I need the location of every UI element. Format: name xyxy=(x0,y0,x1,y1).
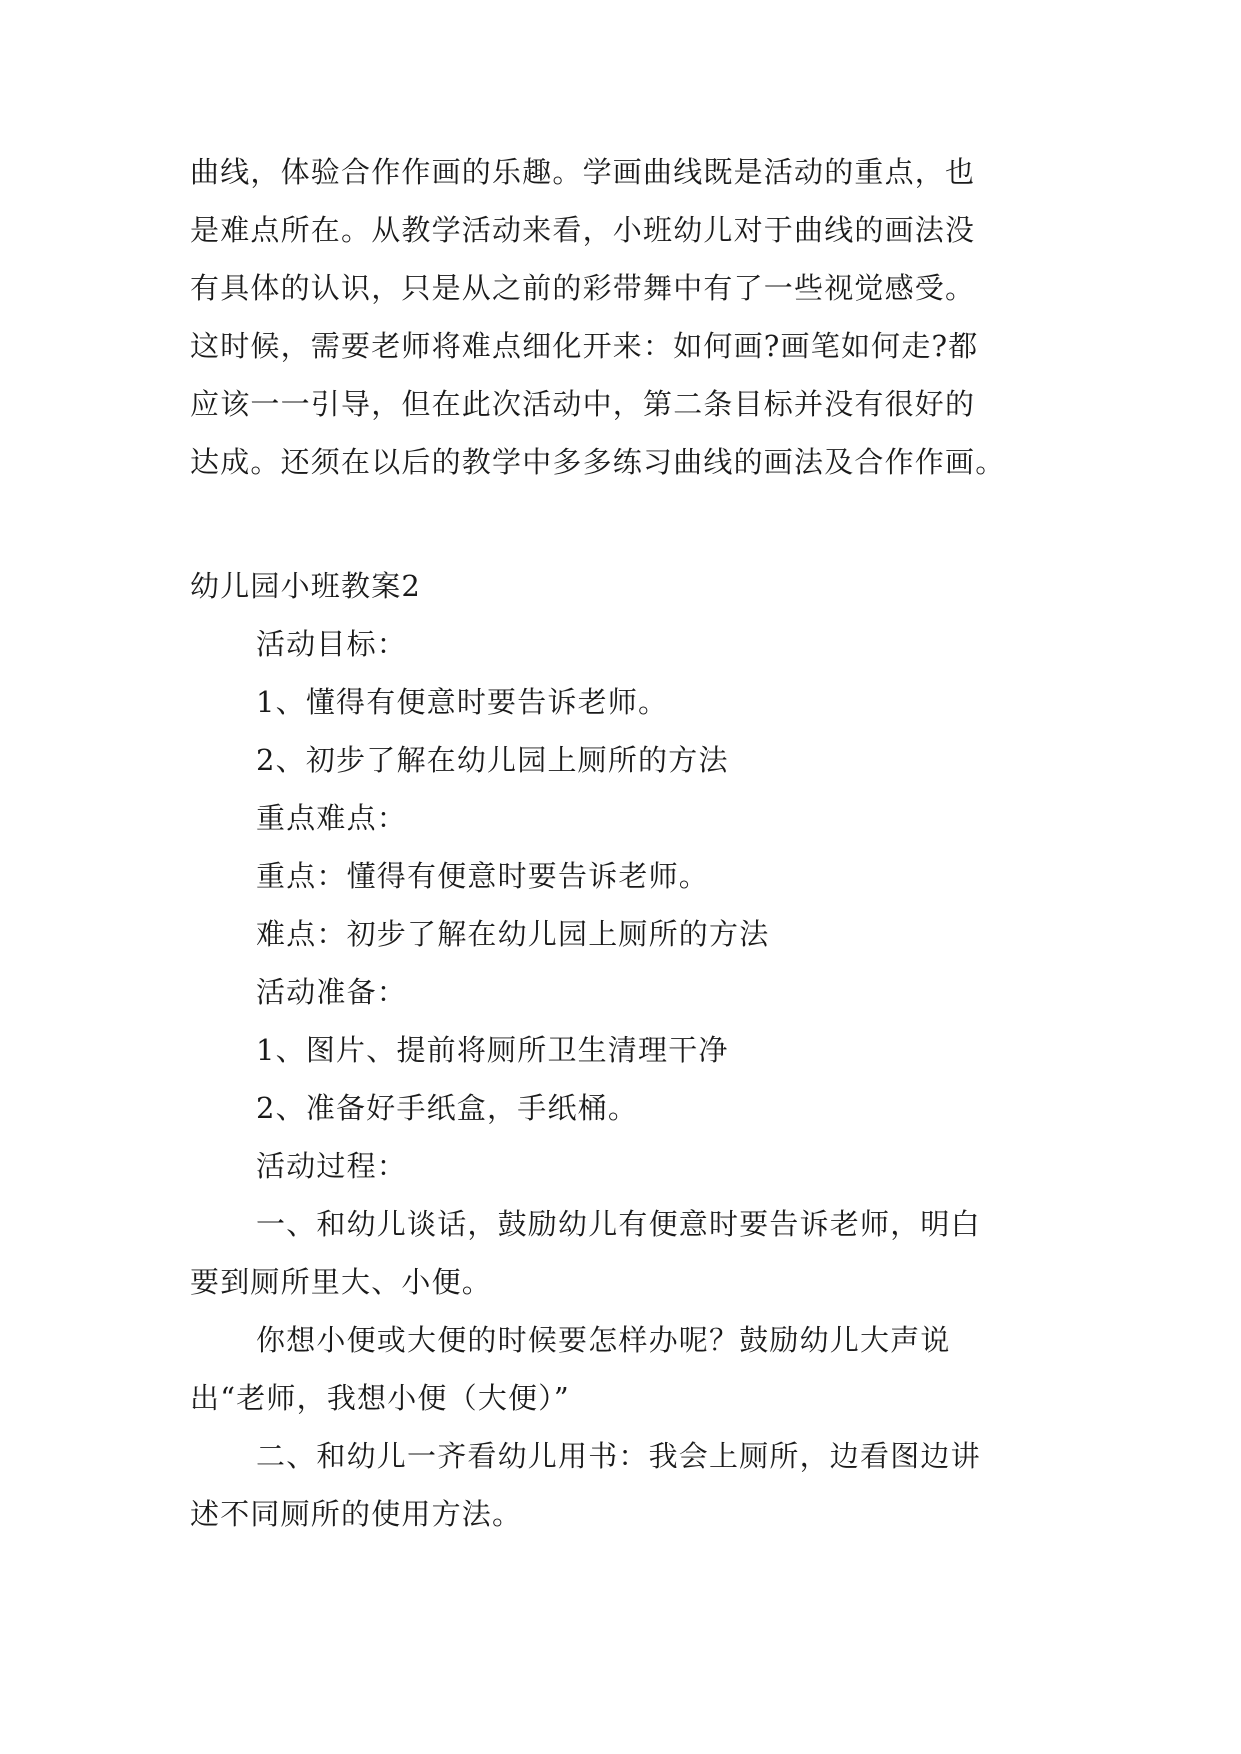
process-heading: 活动过程： xyxy=(256,1149,408,1183)
section-title: 幼儿园小班教案2 xyxy=(190,569,422,603)
prep-item: 2、准备好手纸盒，手纸桶。 xyxy=(256,1091,639,1125)
process-step-line: 要到厕所里大、小便。 xyxy=(190,1265,493,1299)
key-point: 重点：懂得有便意时要告诉老师。 xyxy=(256,859,710,893)
process-step-line: 二、和幼儿一齐看幼儿用书：我会上厕所，边看图边讲 xyxy=(256,1439,981,1473)
process-step-line: 一、和幼儿谈话，鼓励幼儿有便意时要告诉老师，明白 xyxy=(256,1207,981,1241)
paragraph-line: 应该一一引导，但在此次活动中，第二条目标并没有很好的 xyxy=(190,387,976,421)
paragraph-line: 有具体的认识，只是从之前的彩带舞中有了一些视觉感受。 xyxy=(190,271,976,305)
paragraph-line: 曲线，体验合作作画的乐趣。学画曲线既是活动的重点，也 xyxy=(190,155,976,189)
paragraph-line: 这时候，需要老师将难点细化开来：如何画?画笔如何走?都 xyxy=(190,329,979,363)
prep-item: 1、图片、提前将厕所卫生清理干净 xyxy=(256,1033,729,1067)
process-step-line: 出“老师，我想小便（大便）” xyxy=(190,1381,570,1415)
goal-item: 2、初步了解在幼儿园上厕所的方法 xyxy=(256,743,729,777)
goal-item: 1、懂得有便意时要告诉老师。 xyxy=(256,685,669,719)
key-points-heading: 重点难点： xyxy=(256,801,408,835)
paragraph-line: 达成。还须在以后的教学中多多练习曲线的画法及合作作画。 xyxy=(190,445,1006,479)
paragraph-line: 是难点所在。从教学活动来看，小班幼儿对于曲线的画法没 xyxy=(190,213,976,247)
goals-heading: 活动目标： xyxy=(256,627,408,661)
process-step-line: 你想小便或大便的时候要怎样办呢？鼓励幼儿大声说 xyxy=(256,1323,951,1357)
prep-heading: 活动准备： xyxy=(256,975,408,1009)
difficult-point: 难点：初步了解在幼儿园上厕所的方法 xyxy=(256,917,770,951)
process-step-line: 述不同厕所的使用方法。 xyxy=(190,1497,523,1531)
